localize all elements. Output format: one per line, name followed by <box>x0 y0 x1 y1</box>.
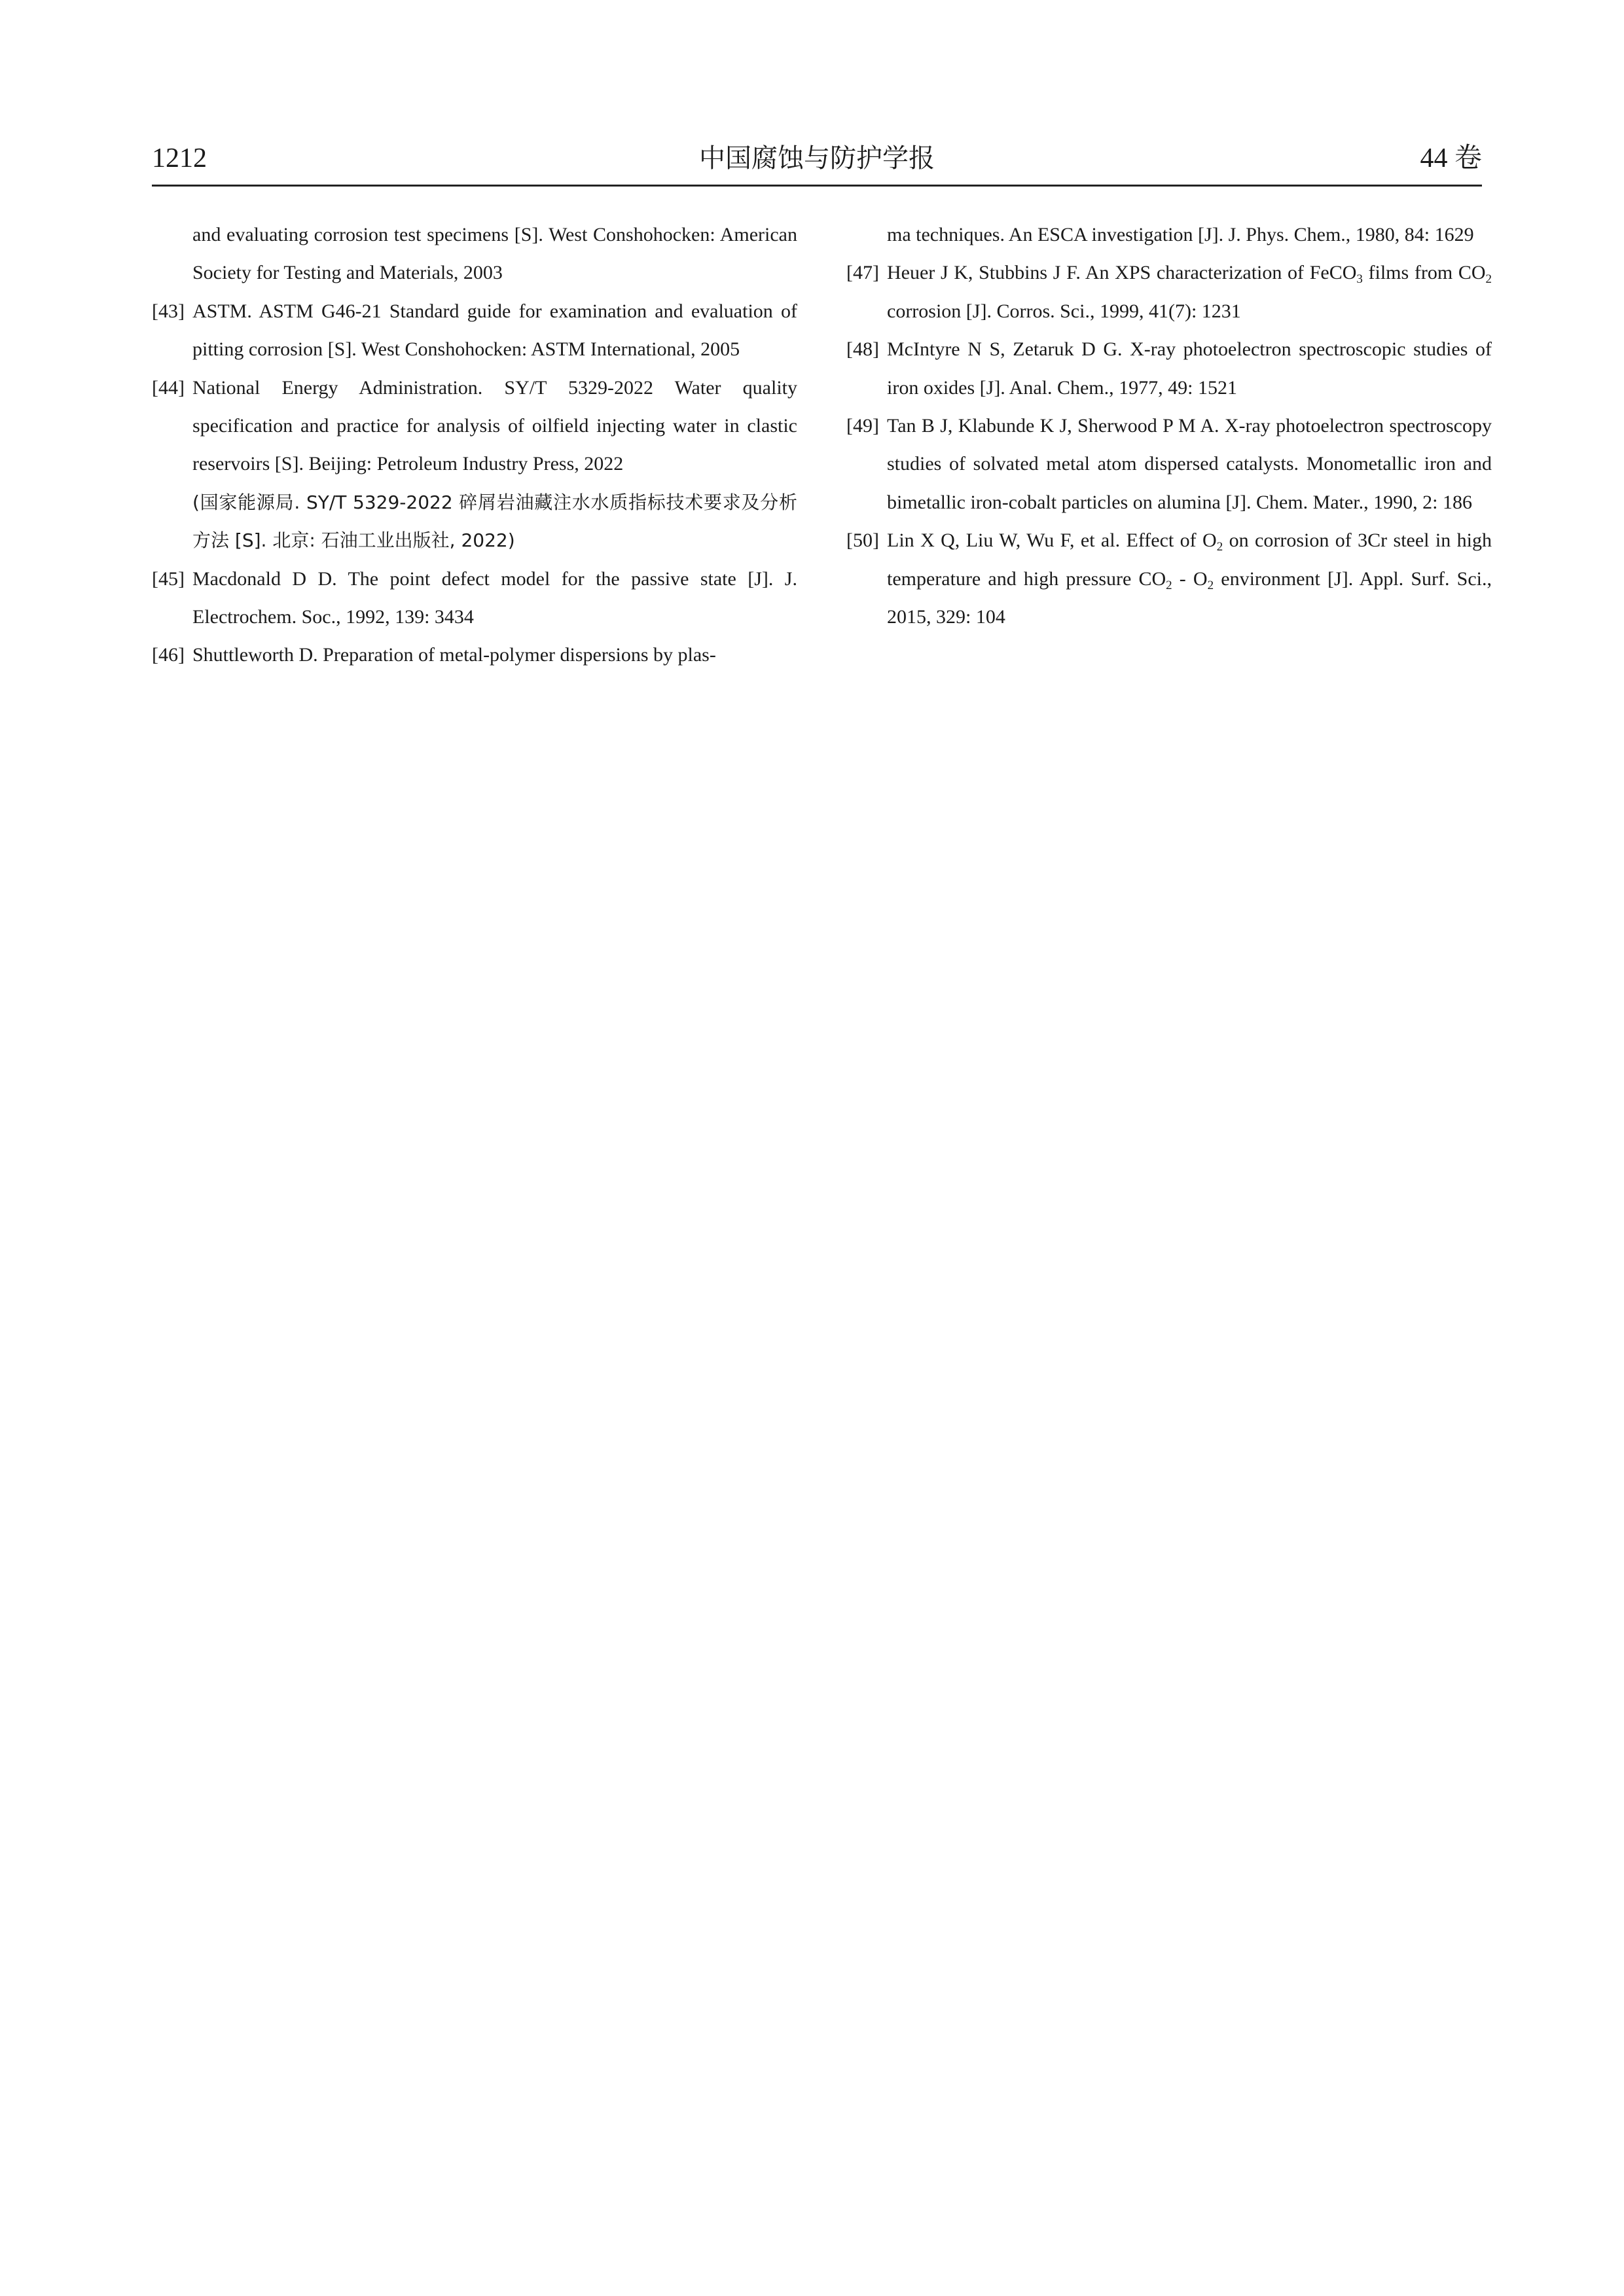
reference-label: [46] <box>152 644 185 666</box>
reference-44 <box>152 369 797 560</box>
reference-text: ASTM. ASTM G46-21 Standard guide for examination and evaluation of pitting corrosion [S]. West Conshohocken: ASTM International, 2005 <box>192 300 797 361</box>
reference-45 <box>152 560 797 637</box>
reference-label: [50] <box>846 529 879 552</box>
left-column <box>152 216 797 675</box>
reference-text: Lin X Q, Liu W, Wu F, et al. Effect of $O_2$ on corrosion of 3Cr steel in high temperature and high pressure $CO_2 - O_2$ environment [J]. Appl. Surf. Sci., 2015, 329: 104 <box>887 529 1492 628</box>
reference-text: and evaluating corrosion test specimens [S]. West Conshohocken: American Society for Testing and Materials, 2003 <box>192 224 797 284</box>
reference-50 <box>846 522 1492 636</box>
reference-47 <box>846 254 1492 331</box>
reference-text: ma techniques. An ESCA investigation [J]. J. Phys. Chem., 1980, 84: 1629 <box>887 224 1474 245</box>
reference-label: [44] <box>152 376 185 399</box>
right-column <box>846 216 1492 636</box>
reference-46 <box>152 636 797 674</box>
reference-label: [47] <box>846 262 879 284</box>
reference-label: [45] <box>152 567 185 590</box>
reference-text-chinese: (国家能源局. SY/T 5329-2022 碎屑岩油藏注水水质指标技术要求及分析方法 [S]. 北京: 石油工业出版社, 2022) <box>192 491 797 552</box>
page-number: 1212 <box>152 143 207 173</box>
page-header <box>152 137 1482 187</box>
reference-continuation <box>152 216 797 293</box>
reference-text: National Energy Administration. SY/T 5329-2022 Water quality specification and practice for analysis of oilfield injecting water in clastic reservoirs [S]. Beijing: Petroleum Industry Press, 2022 <box>192 376 797 475</box>
subscript: 2 <box>1207 578 1214 592</box>
reference-43 <box>152 293 797 369</box>
subscript: 3 <box>1356 272 1363 287</box>
reference-continuation <box>846 216 1492 254</box>
volume-label: 44 卷 <box>1420 143 1482 173</box>
subscript: 2 <box>1216 540 1223 554</box>
reference-text: Tan B J, Klabunde K J, Sherwood P M A. X-ray photoelectron spectroscopy studies of solvated metal atom dispersed catalysts. Monometallic iron and bimetallic iron-cobalt particles on alumina [J]. Chem. Mater., 1990, 2: 186 <box>887 415 1492 513</box>
reference-text: Shuttleworth D. Preparation of metal-polymer dispersions by plas- <box>192 644 716 666</box>
reference-label: [49] <box>846 415 879 437</box>
reference-text: McIntyre N S, Zetaruk D G. X-ray photoelectron spectroscopic studies of iron oxides [J]. Anal. Chem., 1977, 49: 1521 <box>887 338 1492 399</box>
reference-text: Macdonald D D. The point defect model for the passive state [J]. J. Electrochem. Soc., 1992, 139: 3434 <box>192 567 797 628</box>
journal-title: 中国腐蚀与防护学报 <box>699 143 935 173</box>
reference-49 <box>846 407 1492 522</box>
reference-label: [43] <box>152 300 185 322</box>
subscript: 2 <box>1485 272 1492 287</box>
reference-text: Heuer J K, Stubbins J F. An XPS characterization of FeCO$_3$ films from $CO_2$ corrosion [J]. Corros. Sci., 1999, 41(7): 1231 <box>887 262 1492 322</box>
reference-48 <box>846 331 1492 407</box>
subscript: 2 <box>1166 578 1172 592</box>
reference-label: [48] <box>846 338 879 361</box>
